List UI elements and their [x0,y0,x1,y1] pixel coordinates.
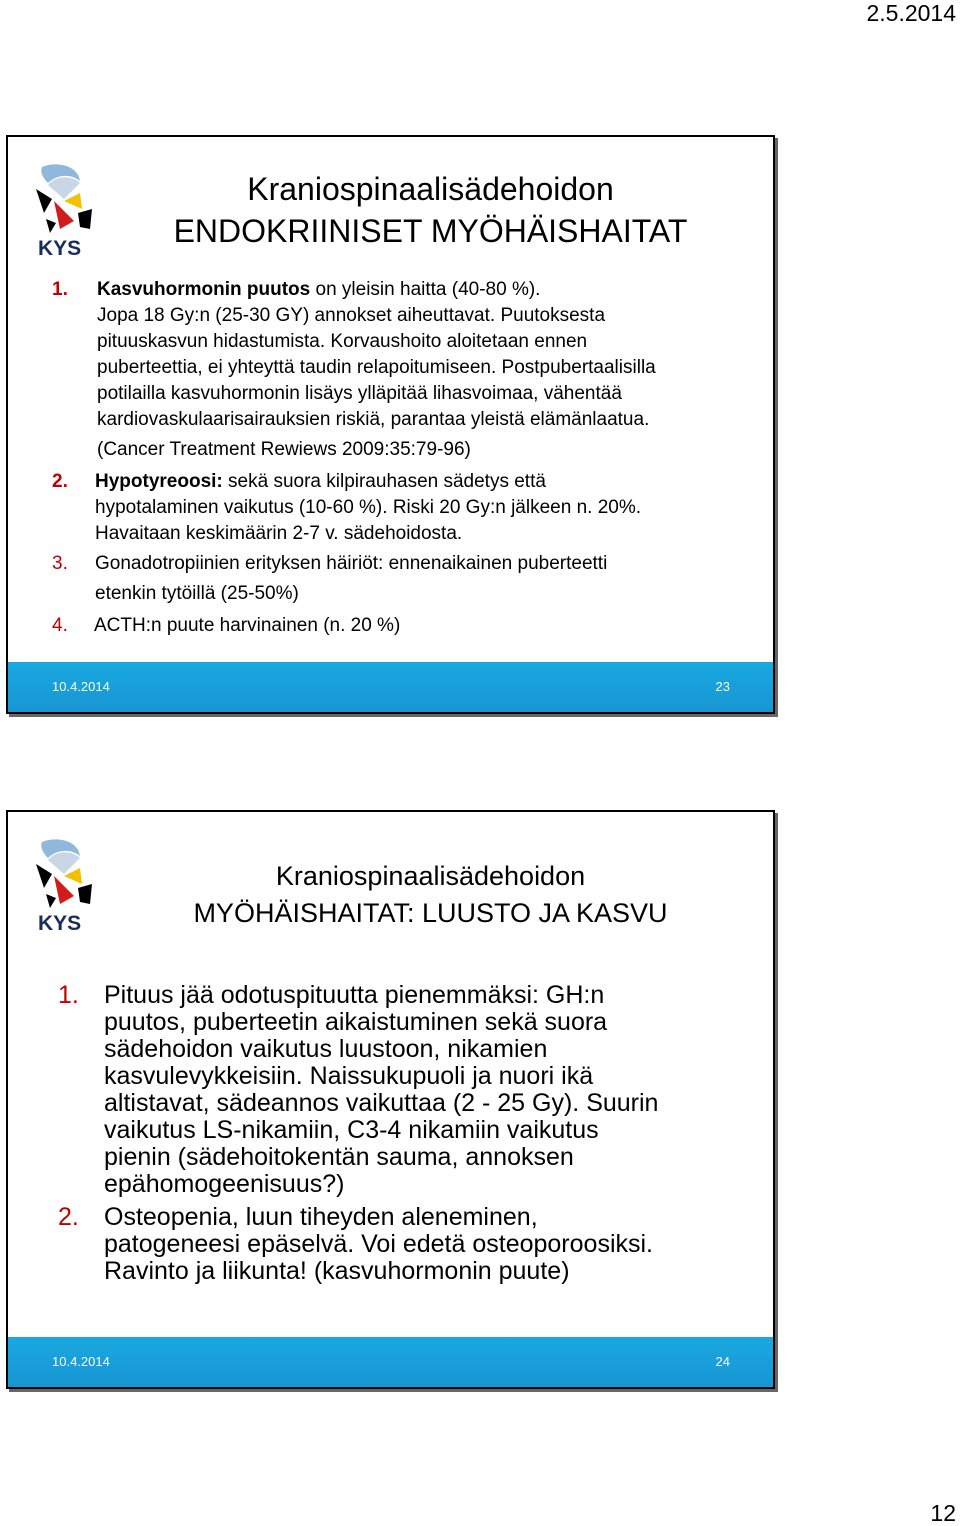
list-line [95,469,546,495]
title-line-2: MYÖHÄISHAITAT: LUUSTO JA KASVU [193,898,668,928]
list-line: Pituus jää odotuspituutta pienemmäksi: GH:n [104,981,605,1009]
item-number: 2. [52,471,68,492]
list-item [52,613,68,639]
title-line-1: Kraniospinaalisädehoidon [247,171,614,207]
list-item [52,469,68,495]
item-text: on yleisin haitta (40-80 %). [310,279,541,300]
slide-number: 24 [715,1354,730,1369]
list-line: kardiovaskulaarisairauksien riskiä, parantaa yleistä elämänlaatua. [97,409,650,430]
item-bold: Kasvuhormonin puutos [97,279,311,300]
footer-date: 10.4.2014 [52,1354,110,1369]
list-line: Jopa 18 Gy:n (25-30 GY) annokset aiheuttavat. Puutoksesta [97,305,606,326]
list-line: pienin (sädehoitokentän sauma, annoksen [104,1143,574,1171]
list-line: sädehoidon vaikutus luustoon, nikamien [104,1035,548,1063]
slide-title [98,858,763,932]
list-line: puutos, puberteetin aikaistuminen sekä suora [104,1008,608,1036]
logo-text: KYS [38,912,82,935]
list-line [97,277,540,303]
list-item [52,277,68,303]
list-line: kasvulevykkeisiin. Naissukupuoli ja nuori ikä [104,1062,594,1090]
footer-date: 10.4.2014 [52,679,110,694]
list-line: vaikutus LS-nikamiin, C3-4 nikamiin vaikutus [104,1116,599,1144]
title-line-2: ENDOKRIINISET MYÖHÄISHAITAT [173,213,688,249]
title-line-1: Kraniospinaalisädehoidon [275,861,586,891]
list-item [52,551,68,577]
list-line: patogeneesi epäselvä. Voi edetä osteoporoosiksi. [104,1230,653,1258]
kys-logo-icon [34,838,94,918]
list-line: Ravinto ja liikunta! (kasvuhormonin puute) [104,1257,570,1285]
list-line: etenkin tytöillä (25-50%) [95,583,299,604]
slide-footer [8,1337,773,1387]
item-number: 4. [52,615,68,636]
kys-logo [34,163,94,261]
list-line: altistavat, sädeannos vaikuttaa (2 - 25 Gy). Suurin [104,1089,659,1117]
slide-title [98,168,763,252]
list-line: Osteopenia, luun tiheyden aleneminen, [104,1203,538,1231]
page-date: 2.5.2014 [866,0,956,26]
item-text: sekä suora kilpirauhasen sädetys että [222,471,546,492]
list-line: ACTH:n puute harvinainen (n. 20 %) [94,615,401,636]
page-number: 12 [930,1500,956,1526]
item-number: 3. [52,553,68,574]
item-number: 1. [52,279,68,300]
list-line: pituuskasvun hidastumista. Korvaushoito aloitetaan ennen [97,331,588,352]
slide-footer [8,662,773,712]
list-line: Havaitaan keskimäärin 2-7 v. sädehoidosta. [95,523,463,544]
list-line: potilailla kasvuhormonin lisäys ylläpitää lihasvoimaa, vähentää [97,383,622,404]
item-number: 1. [58,981,79,1009]
list-line: puberteettia, ei yhteyttä taudin relapoitumiseen. Postpubertaalisilla [97,357,656,378]
list-line: hypotalaminen vaikutus (10-60 %). Riski 20 Gy:n jälkeen n. 20%. [95,497,641,518]
slide-number: 23 [715,679,730,694]
item-number: 2. [58,1203,79,1231]
item-bold: Hypotyreoosi: [95,471,223,492]
slide-23 [6,135,775,714]
slide-24 [6,810,775,1389]
kys-logo-icon [34,163,94,243]
list-line: Gonadotropiinien erityksen häiriöt: ennenaikainen puberteetti [95,553,608,574]
list-line: epähomogeenisuus?) [104,1170,345,1198]
list-line: (Cancer Treatment Rewiews 2009:35:79-96) [97,439,471,460]
logo-text: KYS [38,237,82,260]
kys-logo [34,838,94,936]
